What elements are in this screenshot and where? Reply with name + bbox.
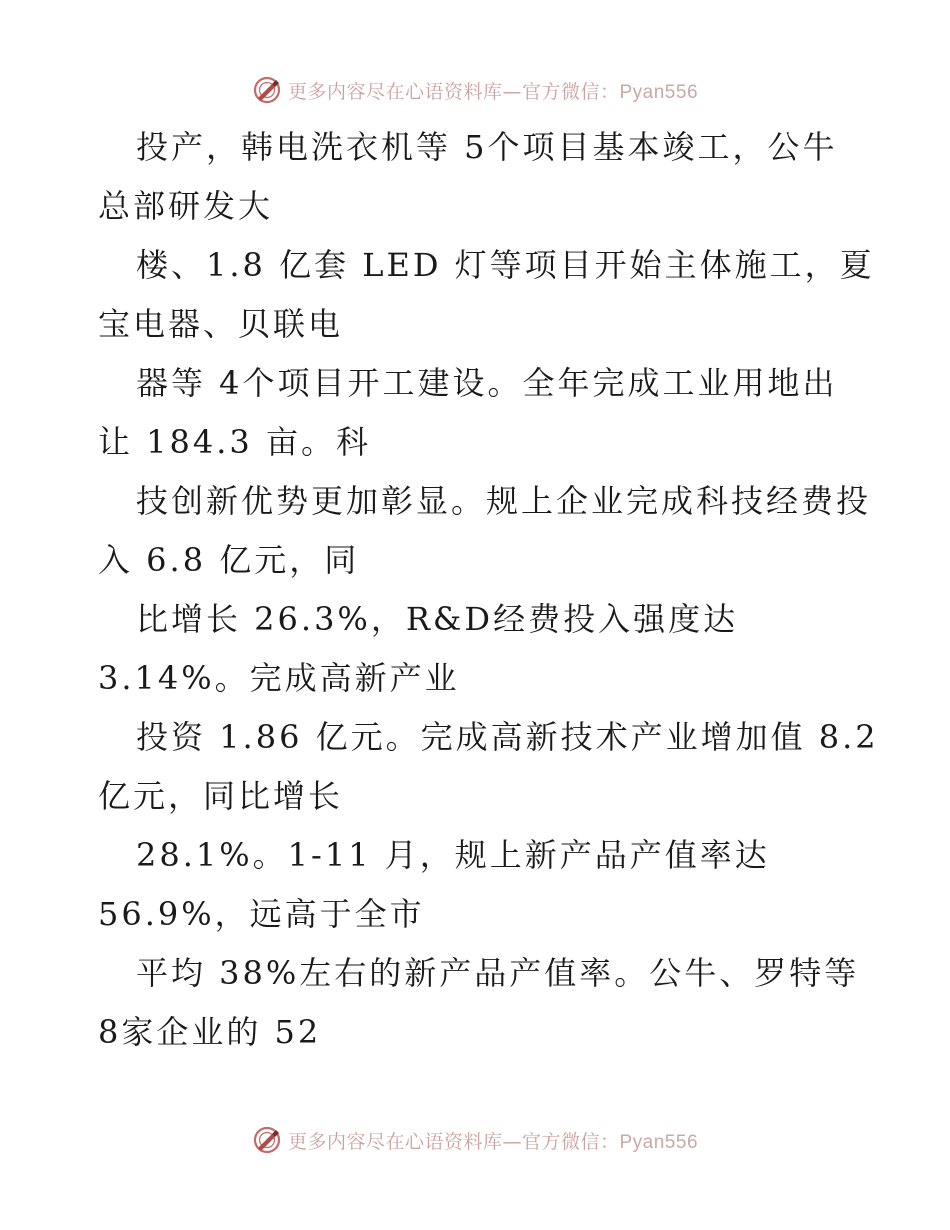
watermark-header — [0, 70, 950, 110]
text-line: 器等 4个项目开工建设。全年完成工业用地出 — [136, 364, 838, 402]
text-line: 技创新优势更加彰显。规上企业完成科技经费投 — [136, 482, 872, 520]
pen-circle-logo-icon — [252, 75, 282, 105]
watermark-account: Pyan556 — [619, 81, 699, 103]
watermark-account: Pyan556 — [619, 1131, 699, 1153]
watermark-footer — [0, 1120, 950, 1160]
text-line: 平均 38%左右的新产品产值率。公牛、罗特等 — [136, 954, 860, 992]
text-line: 投资 1.86 亿元。完成高新技术产业增加值 8.2 — [136, 718, 879, 756]
text-line: 28.1%。1-11 月，规上新产品产值率达 — [136, 836, 770, 874]
text-line: 56.9%，远高于全市 — [98, 895, 425, 933]
text-line: 亿元，同比增长 — [98, 777, 344, 815]
watermark-text: 更多内容尽在心语资料库—官方微信： — [287, 80, 620, 103]
text-line: 宝电器、贝联电 — [98, 305, 344, 343]
text-line: 让 184.3 亩。科 — [98, 423, 371, 461]
text-line: 3.14%。完成高新产业 — [98, 659, 460, 697]
text-line: 8家企业的 52 — [98, 1013, 322, 1051]
document-body — [98, 118, 879, 1062]
text-line: 比增长 26.3%，R&D经费投入强度达 — [136, 600, 739, 638]
text-line: 楼、1.8 亿套 LED 灯等项目开始主体施工，夏 — [136, 246, 875, 284]
watermark-text: 更多内容尽在心语资料库—官方微信： — [287, 1130, 620, 1153]
pen-circle-logo-icon — [252, 1125, 282, 1155]
text-line: 入 6.8 亿元，同 — [98, 541, 360, 579]
text-line: 投产，韩电洗衣机等 5个项目基本竣工，公牛 — [136, 128, 838, 166]
text-line: 总部研发大 — [98, 187, 274, 225]
